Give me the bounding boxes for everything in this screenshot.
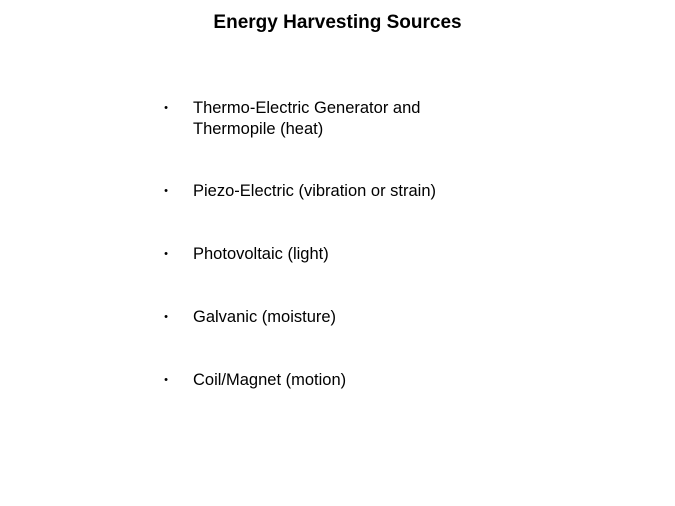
slide-title: Energy Harvesting Sources	[213, 12, 462, 33]
list-item	[0, 98, 675, 140]
list-item-text: Photovoltaic (light)	[193, 245, 329, 263]
bullet-icon: •	[164, 374, 168, 386]
bullet-list	[0, 98, 675, 433]
bullet-icon: •	[164, 311, 168, 323]
list-item	[0, 181, 675, 202]
list-item-text: Piezo-Electric (vibration or strain)	[193, 182, 436, 200]
list-item	[0, 370, 675, 391]
list-item-text: Galvanic (moisture)	[193, 308, 337, 326]
list-item-text: Thermo-Electric Generator and Thermopile (heat)	[193, 99, 421, 138]
list-item	[0, 244, 675, 265]
list-item	[0, 307, 675, 328]
bullet-icon: •	[164, 248, 168, 260]
bullet-icon: •	[164, 102, 168, 114]
bullet-icon: •	[164, 185, 168, 197]
list-item-text: Coil/Magnet (motion)	[193, 371, 347, 389]
